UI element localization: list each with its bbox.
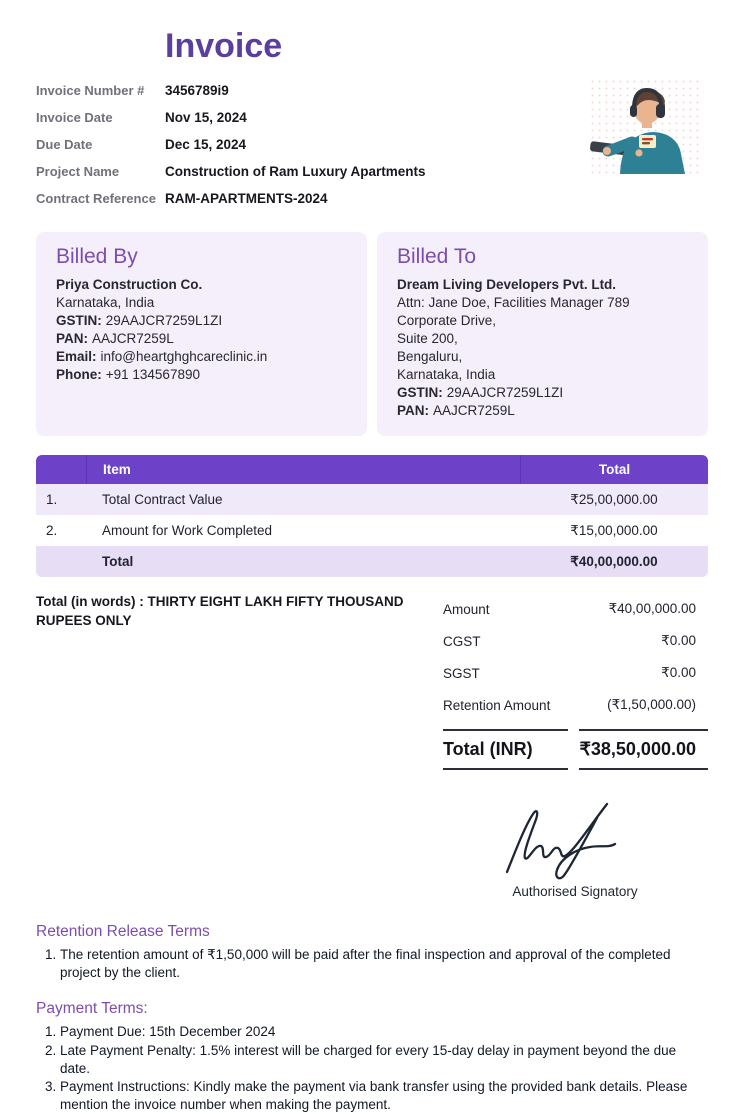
detail-label: Invoice Number # xyxy=(36,83,145,99)
billed-by-pan xyxy=(56,330,347,348)
gstin-value: 29AAJCR7259L1ZI xyxy=(446,385,564,401)
detail-label: Contract Reference xyxy=(36,191,156,207)
payment-terms xyxy=(36,1000,708,1114)
gstin-value: 29AAJCR7259L1ZI xyxy=(105,313,223,329)
pan-label: PAN: xyxy=(56,331,88,347)
summary-value: ₹0.00 xyxy=(661,633,696,649)
pan-value: AAJCR7259L xyxy=(433,403,515,419)
row-index: 2. xyxy=(36,515,86,546)
grand-total-value: ₹38,50,000.00 xyxy=(579,729,708,770)
summary-value: ₹0.00 xyxy=(661,665,696,681)
header-index xyxy=(36,455,86,484)
summary-row-amount xyxy=(443,593,708,625)
page-title: Invoice xyxy=(165,27,283,65)
billed-to-heading: Billed To xyxy=(397,245,476,269)
total-in-words: Total (in words) : THIRTY EIGHT LAKH FIFTY THOUSAND RUPEES ONLY xyxy=(36,594,404,629)
total-row-label: Total xyxy=(86,546,520,577)
summary-label: Retention Amount xyxy=(443,697,551,713)
summary-row-cgst xyxy=(443,625,708,657)
summary-row-sgst xyxy=(443,657,708,689)
email-value: info@heartghghcareclinic.in xyxy=(100,349,268,365)
billed-by-email xyxy=(56,348,347,366)
total-row-value: ₹40,00,000.00 xyxy=(520,546,708,577)
summary-label: CGST xyxy=(443,633,481,649)
row-item: Amount for Work Completed xyxy=(86,515,520,546)
detail-value: Construction of Ram Luxury Apartments xyxy=(165,164,426,180)
detail-value: RAM-APARTMENTS-2024 xyxy=(165,191,328,207)
table-row xyxy=(36,515,708,546)
billed-to-address-line: Attn: Jane Doe, Facilities Manager 789 Corporate Drive, xyxy=(397,295,630,329)
email-label: Email: xyxy=(56,349,97,365)
totals-column xyxy=(443,593,708,770)
detail-value: Nov 15, 2024 xyxy=(165,110,247,126)
table-total-row xyxy=(36,546,708,577)
table-header-row xyxy=(36,455,708,484)
gstin-label: GSTIN: xyxy=(56,313,102,329)
billed-to-gstin xyxy=(397,384,688,402)
row-total: ₹25,00,000.00 xyxy=(520,484,708,515)
payment-term-item: 1. Payment Due: 15th December 2024 xyxy=(60,1023,708,1041)
pan-label: PAN: xyxy=(397,403,429,419)
retention-terms-heading: Retention Release Terms xyxy=(36,923,210,941)
billed-by-gstin xyxy=(56,312,347,330)
row-item: Total Contract Value xyxy=(86,484,520,515)
retention-term-item: 1. The retention amount of ₹1,50,000 will be paid after the final inspection and approval of the completed project by the client. xyxy=(60,946,708,982)
signature-block xyxy=(445,798,705,899)
billed-to-company: Dream Living Developers Pvt. Ltd. xyxy=(397,277,617,293)
gstin-label: GSTIN: xyxy=(397,385,443,401)
header-total: Total xyxy=(520,455,708,484)
invoice-document xyxy=(0,27,744,1113)
row-index: 1. xyxy=(36,484,86,515)
detail-contract-reference xyxy=(36,185,708,212)
pan-value: AAJCR7259L xyxy=(92,331,174,347)
person-typing-illustration xyxy=(584,80,702,178)
billed-to-address-line: Suite 200, xyxy=(397,331,458,347)
payment-terms-heading: Payment Terms: xyxy=(36,1000,148,1018)
billed-by-phone xyxy=(56,366,347,384)
signature-icon xyxy=(485,798,665,880)
summary-section xyxy=(36,593,708,770)
payment-term-item: 2. Late Payment Penalty: 1.5% interest will be charged for every 15-day delay in payment beyond the due date. xyxy=(60,1042,708,1078)
table-row xyxy=(36,484,708,515)
detail-value: 3456789i9 xyxy=(165,83,229,99)
billed-by-company: Priya Construction Co. xyxy=(56,277,203,293)
detail-value: Dec 15, 2024 xyxy=(165,137,247,153)
phone-label: Phone: xyxy=(56,367,102,383)
summary-value: ₹40,00,000.00 xyxy=(608,601,696,617)
person-typing-icon xyxy=(584,80,702,178)
billed-by-heading: Billed By xyxy=(56,245,138,269)
billed-to-address-line: Karnataka, India xyxy=(397,367,496,383)
billed-by-address: Karnataka, India xyxy=(56,295,155,311)
payment-term-item: 3. Payment Instructions: Kindly make the payment via bank transfer using the provided bank details. Please mention the invoice number when making the payment. xyxy=(60,1078,708,1114)
summary-row-retention xyxy=(443,689,708,721)
header-item: Item xyxy=(86,455,520,484)
grand-total-label: Total (INR) xyxy=(443,729,568,770)
retention-release-terms xyxy=(36,923,708,982)
billed-to-address-line: Bengaluru, xyxy=(397,349,463,365)
summary-label: Amount xyxy=(443,601,490,617)
billed-by-card xyxy=(36,232,367,436)
billed-to-pan xyxy=(397,402,688,420)
detail-label: Due Date xyxy=(36,137,93,153)
line-items-table xyxy=(36,455,708,577)
authorised-signatory-caption: Authorised Signatory xyxy=(512,884,638,900)
detail-label: Project Name xyxy=(36,164,120,180)
summary-value: (₹1,50,000.00) xyxy=(607,697,696,713)
grand-total-row xyxy=(443,729,708,770)
billed-to-card xyxy=(377,232,708,436)
phone-value: +91 134567890 xyxy=(105,367,200,383)
billing-section xyxy=(36,232,708,436)
summary-label: SGST xyxy=(443,665,480,681)
row-total: ₹15,00,000.00 xyxy=(520,515,708,546)
detail-label: Invoice Date xyxy=(36,110,113,126)
